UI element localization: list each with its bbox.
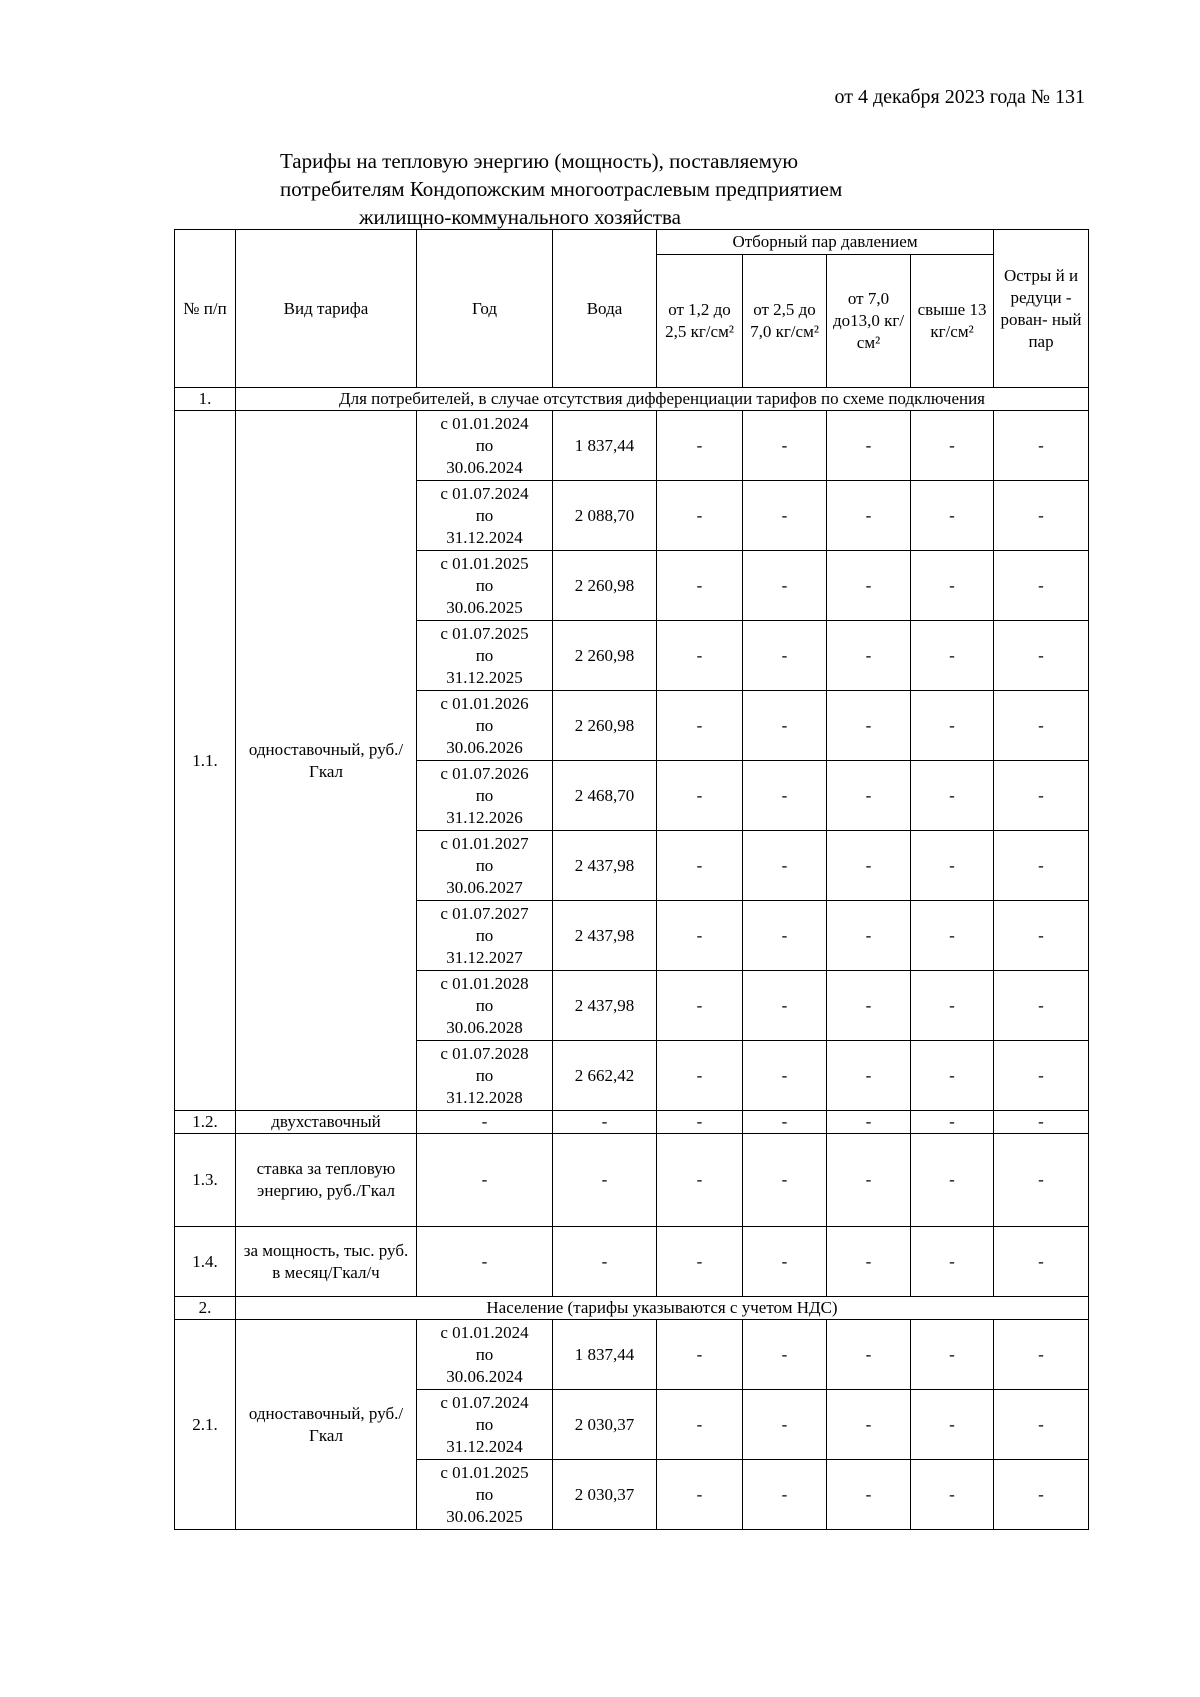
empty-value-dash: - [657,621,743,691]
period-to: 31.12.2028 [446,1087,523,1107]
water-tariff-value: 2 662,42 [553,1041,657,1111]
empty-value-dash: - [657,691,743,761]
header-year: Год [417,230,553,388]
empty-value-dash: - [827,621,911,691]
empty-value-dash: - [743,1227,827,1297]
section-number: 2. [175,1297,236,1320]
period-by: по [475,925,494,945]
section-row [175,388,1089,411]
empty-value-dash: - [657,1390,743,1460]
empty-value-dash: - [743,1111,827,1134]
empty-value-dash: - [827,1134,911,1227]
period-to: 30.06.2025 [446,597,523,617]
empty-value-dash: - [911,1227,994,1297]
header-pressure-4: свыше 13 кг/см² [911,255,994,388]
empty-value-dash: - [657,1041,743,1111]
row-number: 1.4. [175,1227,236,1297]
period-cell [417,1041,553,1111]
water-tariff-value: 2 030,37 [553,1460,657,1530]
empty-value-dash: - [911,691,994,761]
tariff-table [174,229,1089,1530]
empty-value-dash: - [911,1134,994,1227]
document-title [280,147,843,231]
empty-value-dash: - [657,1111,743,1134]
empty-value-dash: - [994,1041,1089,1111]
water-tariff-value: 2 088,70 [553,481,657,551]
empty-value-dash: - [553,1134,657,1227]
period-by: по [475,1344,494,1364]
empty-value-dash: - [657,831,743,901]
water-tariff-value: 2 260,98 [553,691,657,761]
period-from: с 01.01.2027 [440,833,529,853]
empty-value-dash: - [743,411,827,481]
period-to: 31.12.2027 [446,947,523,967]
period-to: 30.06.2026 [446,737,523,757]
period-from: с 01.01.2024 [440,413,529,433]
empty-value-dash: - [743,1041,827,1111]
empty-value-dash: - [743,831,827,901]
header-pressure-3: от 7,0 до13,0 кг/см² [827,255,911,388]
period-by: по [475,1414,494,1434]
empty-value-dash: - [911,1320,994,1390]
empty-value-dash: - [743,621,827,691]
title-line: Тарифы на тепловую энергию (мощность), поставляемую [280,149,799,173]
empty-value-dash: - [417,1227,553,1297]
empty-value-dash: - [911,971,994,1041]
empty-value-dash: - [827,761,911,831]
empty-value-dash: - [743,551,827,621]
period-from: с 01.01.2028 [440,973,529,993]
empty-value-dash: - [911,481,994,551]
water-tariff-value: 1 837,44 [553,1320,657,1390]
period-cell [417,621,553,691]
empty-value-dash: - [911,761,994,831]
empty-value-dash: - [994,551,1089,621]
empty-value-dash: - [911,551,994,621]
empty-value-dash: - [994,1134,1089,1227]
empty-value-dash: - [657,481,743,551]
period-cell [417,831,553,901]
empty-value-dash: - [994,1227,1089,1297]
empty-value-dash: - [827,1460,911,1530]
table-row [175,1227,1089,1297]
empty-value-dash: - [994,971,1089,1041]
row-number: 1.2. [175,1111,236,1134]
empty-value-dash: - [911,1460,994,1530]
empty-value-dash: - [994,1111,1089,1134]
empty-value-dash: - [994,1390,1089,1460]
empty-value-dash: - [657,1320,743,1390]
row-number: 1.1. [175,411,236,1111]
empty-value-dash: - [994,901,1089,971]
period-by: по [475,645,494,665]
tariff-type: за мощность, тыс. руб. в месяц/Гкал/ч [236,1227,417,1297]
period-by: по [475,1484,494,1504]
header-number: № п/п [175,230,236,388]
empty-value-dash: - [827,1320,911,1390]
header-steam-group: Отборный пар давлением [657,230,994,255]
period-by: по [475,1065,494,1085]
empty-value-dash: - [994,1460,1089,1530]
empty-value-dash: - [657,411,743,481]
period-to: 30.06.2027 [446,877,523,897]
empty-value-dash: - [827,901,911,971]
empty-value-dash: - [994,411,1089,481]
row-number: 1.3. [175,1134,236,1227]
water-tariff-value: 2 260,98 [553,551,657,621]
table-row [175,1320,1089,1390]
empty-value-dash: - [553,1227,657,1297]
period-cell [417,971,553,1041]
period-cell [417,901,553,971]
tariff-type: ставка за тепловую энергию, руб./Гкал [236,1134,417,1227]
row-number: 2.1. [175,1320,236,1530]
period-from: с 01.01.2025 [440,1462,529,1482]
empty-value-dash: - [657,1227,743,1297]
water-tariff-value: 2 468,70 [553,761,657,831]
header-pressure-1: от 1,2 до 2,5 кг/см² [657,255,743,388]
empty-value-dash: - [657,901,743,971]
empty-value-dash: - [827,551,911,621]
period-to: 31.12.2024 [446,1436,523,1456]
period-to: 31.12.2025 [446,667,523,687]
empty-value-dash: - [553,1111,657,1134]
section-row [175,1297,1089,1320]
period-to: 30.06.2028 [446,1017,523,1037]
empty-value-dash: - [657,1460,743,1530]
table-row [175,1134,1089,1227]
period-by: по [475,855,494,875]
section-title: Население (тарифы указываются с учетом НДС) [236,1297,1089,1320]
empty-value-dash: - [827,831,911,901]
empty-value-dash: - [657,761,743,831]
empty-value-dash: - [827,691,911,761]
empty-value-dash: - [911,1041,994,1111]
period-to: 30.06.2024 [446,457,523,477]
period-from: с 01.01.2025 [440,553,529,573]
period-from: с 01.01.2024 [440,1322,529,1342]
period-to: 31.12.2026 [446,807,523,827]
empty-value-dash: - [743,1460,827,1530]
empty-value-dash: - [994,761,1089,831]
tariff-type: одноставочный, руб./Гкал [236,1320,417,1530]
empty-value-dash: - [743,1390,827,1460]
empty-value-dash: - [657,1134,743,1227]
empty-value-dash: - [827,411,911,481]
period-from: с 01.07.2026 [440,763,529,783]
period-cell [417,1320,553,1390]
period-by: по [475,785,494,805]
section-number: 1. [175,388,236,411]
empty-value-dash: - [911,621,994,691]
period-cell [417,551,553,621]
empty-value-dash: - [911,831,994,901]
period-from: с 01.07.2028 [440,1043,529,1063]
period-from: с 01.07.2024 [440,483,529,503]
header-pressure-2: от 2,5 до 7,0 кг/см² [743,255,827,388]
empty-value-dash: - [417,1111,553,1134]
empty-value-dash: - [743,761,827,831]
empty-value-dash: - [911,1111,994,1134]
table-row [175,1111,1089,1134]
period-by: по [475,505,494,525]
empty-value-dash: - [827,1390,911,1460]
empty-value-dash: - [827,1041,911,1111]
water-tariff-value: 2 030,37 [553,1390,657,1460]
empty-value-dash: - [743,1320,827,1390]
title-line: потребителям Кондопожским многоотраслевым предприятием [280,177,843,201]
period-cell [417,691,553,761]
empty-value-dash: - [743,1134,827,1227]
empty-value-dash: - [994,1320,1089,1390]
empty-value-dash: - [994,691,1089,761]
header-water: Вода [553,230,657,388]
header-sharp-steam: Остры й и редуци - рован- ный пар [994,230,1089,388]
period-cell [417,761,553,831]
period-to: 30.06.2025 [446,1506,523,1526]
period-from: с 01.07.2024 [440,1392,529,1412]
empty-value-dash: - [911,411,994,481]
empty-value-dash: - [743,901,827,971]
period-by: по [475,715,494,735]
empty-value-dash: - [743,971,827,1041]
empty-value-dash: - [994,481,1089,551]
empty-value-dash: - [657,551,743,621]
empty-value-dash: - [994,621,1089,691]
table-row [175,411,1089,481]
period-cell [417,411,553,481]
header-tariff-type: Вид тарифа [236,230,417,388]
period-by: по [475,995,494,1015]
empty-value-dash: - [827,971,911,1041]
empty-value-dash: - [911,901,994,971]
empty-value-dash: - [827,1111,911,1134]
empty-value-dash: - [417,1134,553,1227]
empty-value-dash: - [827,1227,911,1297]
period-by: по [475,435,494,455]
section-title: Для потребителей, в случае отсутствия дифференциации тарифов по схеме подключения [236,388,1089,411]
period-from: с 01.07.2025 [440,623,529,643]
empty-value-dash: - [827,481,911,551]
water-tariff-value: 2 260,98 [553,621,657,691]
tariff-type: двухставочный [236,1111,417,1134]
water-tariff-value: 2 437,98 [553,901,657,971]
document-reference: от 4 декабря 2023 года № 131 [834,86,1085,108]
empty-value-dash: - [911,1390,994,1460]
period-from: с 01.07.2027 [440,903,529,923]
water-tariff-value: 2 437,98 [553,831,657,901]
period-from: с 01.01.2026 [440,693,529,713]
water-tariff-value: 2 437,98 [553,971,657,1041]
water-tariff-value: 1 837,44 [553,411,657,481]
period-to: 30.06.2024 [446,1366,523,1386]
empty-value-dash: - [657,971,743,1041]
tariff-type: одноставочный, руб./Гкал [236,411,417,1111]
period-to: 31.12.2024 [446,527,523,547]
empty-value-dash: - [743,691,827,761]
empty-value-dash: - [994,831,1089,901]
empty-value-dash: - [743,481,827,551]
period-cell [417,481,553,551]
period-cell [417,1460,553,1530]
title-line: жилищно-коммунального хозяйства [359,205,681,229]
period-by: по [475,575,494,595]
period-cell [417,1390,553,1460]
